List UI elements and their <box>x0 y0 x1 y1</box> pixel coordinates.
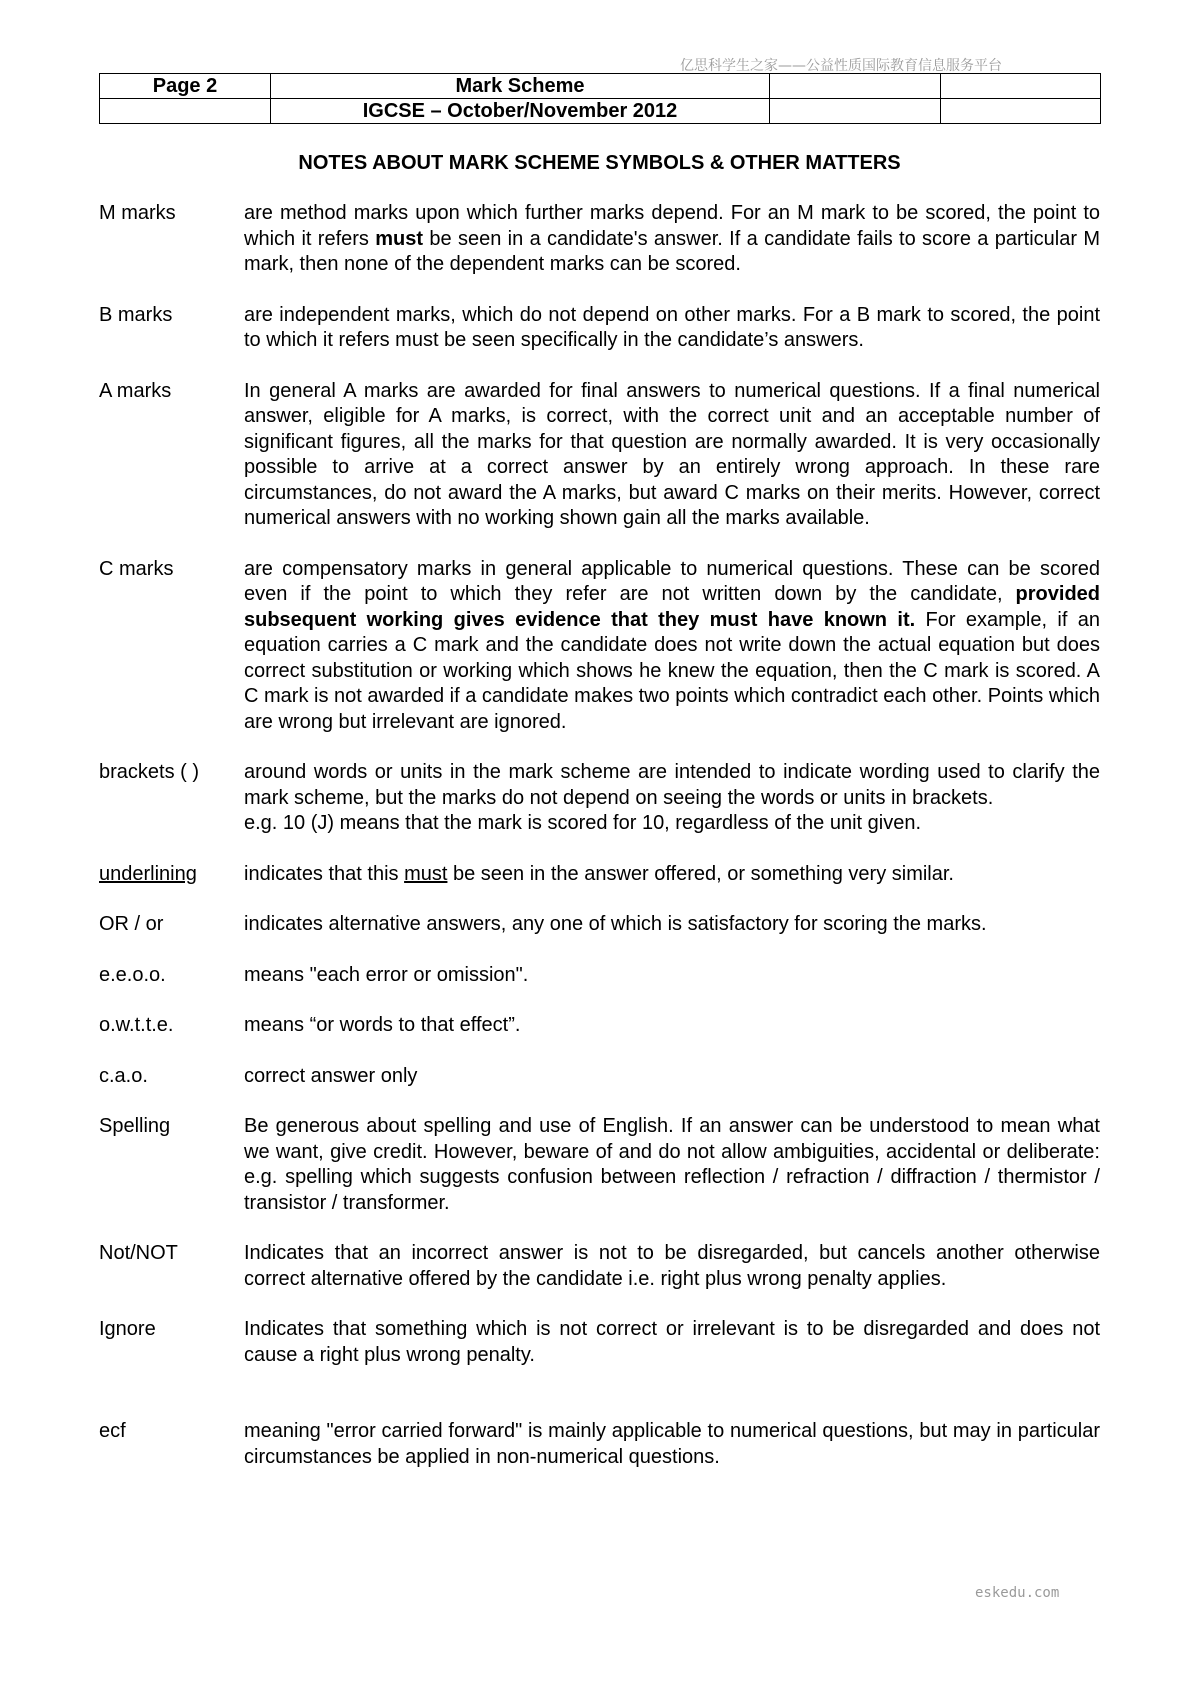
term: M marks <box>99 202 176 224</box>
page-number: Page 2 <box>100 74 271 99</box>
definition-text: indicates that this <box>244 862 405 885</box>
entry-owtte <box>99 1013 1100 1039</box>
term: underlining <box>99 862 197 885</box>
definition: correct answer only <box>244 1064 418 1087</box>
header-table <box>99 73 1101 124</box>
header-empty-cell <box>770 99 941 124</box>
term: B marks <box>99 303 173 326</box>
entry-m-marks <box>99 201 1100 278</box>
definition-text: For example, if an equation carries a C mark and the candidate does not write down the actual equation but does correct substitution or working which shows he knew the equation, then the C mark is scored. A C mark is not awarded if a candidate makes two points which contradict each other. Points which are wrong but irrelevant are ignored. <box>244 608 1101 733</box>
definition-emphasis: must <box>375 227 424 250</box>
definition-text: be seen in the answer offered, or something very similar. <box>447 862 954 885</box>
entry-eeoo <box>99 963 1100 989</box>
entry-spelling <box>99 1114 1100 1216</box>
definition-example: e.g. 10 (J) means that the mark is scored for 10, regardless of the unit given. <box>244 812 922 834</box>
term: A marks <box>99 379 172 402</box>
definition <box>244 201 1100 278</box>
entry-underlining <box>99 862 1100 888</box>
term: OR / or <box>99 913 164 935</box>
term: ecf <box>99 1420 126 1442</box>
term: Spelling <box>99 1115 171 1137</box>
definition: are independent marks, which do not depend on other marks. For a B mark to scored, the point to which it refers must be seen specifically in the candidate’s answers. <box>244 303 1100 351</box>
entry-c-marks <box>99 557 1100 736</box>
term: brackets ( ) <box>99 761 200 783</box>
document-title: Mark Scheme <box>271 74 770 99</box>
definition: In general A marks are awarded for final answers to numerical questions. If a final numerical answer, eligible for A marks, is correct, with the correct unit and an acceptable number of significant figures, all the marks for that question are normally awarded. It is very occasionally possible to arrive at a correct answer by an entirely wrong approach. In these rare circumstances, do not award the A marks, but award C marks on their merits. However, correct numerical answers with no working shown gain all the marks available. <box>244 379 1100 529</box>
definition: means “or words to that effect”. <box>244 1014 521 1036</box>
term: C marks <box>99 557 174 580</box>
entry-or <box>99 912 1100 938</box>
document-subtitle: IGCSE – October/November 2012 <box>271 99 770 124</box>
entry-not <box>99 1241 1100 1292</box>
definition-text: are compensatory marks in general applicable to numerical questions. These can be scored even if the point to which they refer are not written down by the candidate, <box>244 557 1100 605</box>
entry-a-marks <box>99 379 1100 532</box>
header-empty-cell <box>941 99 1101 124</box>
definition-emphasis: provided subsequent working gives evidence that they must have known it. <box>244 583 1100 631</box>
term: e.e.o.o. <box>99 963 166 986</box>
definition-text: are method marks upon which further marks depend. For an M mark to be scored, the point to which it refers <box>244 202 1100 250</box>
watermark-bottom: eskedu.com <box>975 1585 1060 1601</box>
entry-ecf <box>99 1419 1100 1470</box>
definition <box>244 557 1100 736</box>
entry-b-marks <box>99 303 1100 354</box>
definition: Indicates that an incorrect answer is not to be disregarded, but cancels another otherwise correct alternative offered by the candidate i.e. right plus wrong penalty applies. <box>244 1242 1100 1290</box>
definition: indicates alternative answers, any one of which is satisfactory for scoring the marks. <box>244 913 987 935</box>
term: Ignore <box>99 1318 156 1340</box>
entry-ignore <box>99 1317 1100 1368</box>
entry-brackets <box>99 760 1100 837</box>
definition-text: be seen in a candidate's answer. If a candidate fails to score a particular M mark, then none of the dependent marks can be scored. <box>244 227 1100 275</box>
header-empty-cell <box>770 74 941 99</box>
definition: means "each error or omission". <box>244 963 529 986</box>
definition <box>244 760 1100 837</box>
definition-text: around words or units in the mark scheme are intended to indicate wording used to clarify the mark scheme, but the marks do not depend on seeing the words or units in brackets. <box>244 761 1100 809</box>
notes-list <box>99 201 1100 1470</box>
notes-title: NOTES ABOUT MARK SCHEME SYMBOLS & OTHER MATTERS <box>298 152 901 174</box>
definition <box>244 862 1100 888</box>
watermark-top: 亿思科学生之家——公益性质国际教育信息服务平台 <box>680 58 1002 74</box>
term: c.a.o. <box>99 1064 148 1087</box>
header-empty-cell <box>941 74 1101 99</box>
entry-cao <box>99 1064 1100 1090</box>
definition: Indicates that something which is not correct or irrelevant is to be disregarded and does not cause a right plus wrong penalty. <box>244 1318 1100 1366</box>
term: o.w.t.t.e. <box>99 1014 174 1036</box>
definition: Be generous about spelling and use of English. If an answer can be understood to mean what we want, give credit. However, beware of and do not allow ambiguities, accidental or deliberate: e.g. spelling which suggests confusion between reflection / refraction / diffraction / thermistor / transistor / transformer. <box>244 1115 1100 1214</box>
definition: meaning "error carried forward" is mainly applicable to numerical questions, but may in particular circumstances be applied in non-numerical questions. <box>244 1420 1100 1468</box>
term: Not/NOT <box>99 1242 178 1264</box>
header-empty-cell <box>100 99 271 124</box>
definition-emphasis: must <box>404 862 448 885</box>
